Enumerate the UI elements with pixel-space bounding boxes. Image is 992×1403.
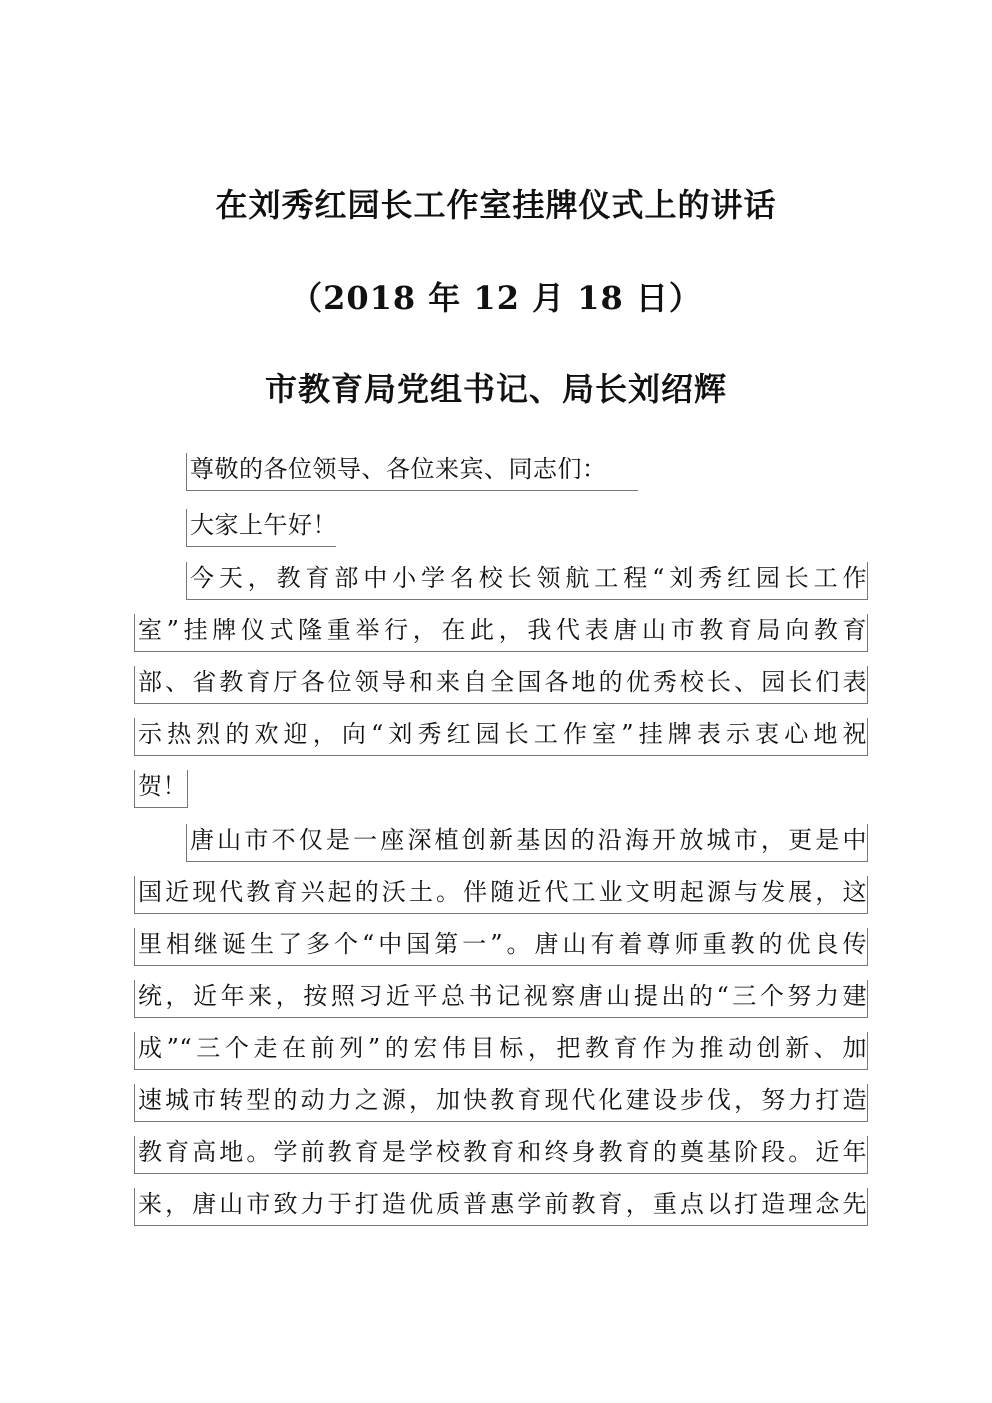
paragraph-line: 贺！ — [134, 770, 188, 808]
paragraph-line: 统，近年来，按照习近平总书记视察唐山提出的“三个努力建 — [134, 980, 868, 1018]
paragraph-line: 室”挂牌仪式隆重举行，在此，我代表唐山市教育局向教育 — [134, 614, 868, 652]
document-date: （2018 年 12 月 18 日） — [290, 279, 702, 317]
paragraph-line: 来，唐山市致力于打造优质普惠学前教育，重点以打造理念先 — [134, 1188, 868, 1226]
paragraph-line: 国近现代教育兴起的沃土。伴随近代工业文明起源与发展，这 — [134, 876, 868, 914]
paragraph-line: 教育高地。学前教育是学校教育和终身教育的奠基阶段。近年 — [134, 1136, 868, 1174]
paragraph-line: 部、省教育厅各位领导和来自全国各地的优秀校长、园长们表 — [134, 666, 868, 704]
paragraph-line: 唐山市不仅是一座深植创新基因的沿海开放城市，更是中 — [186, 824, 868, 862]
paragraph-line: 速城市转型的动力之源，加快教育现代化建设步伐，努力打造 — [134, 1084, 868, 1122]
salutation: 尊敬的各位领导、各位来宾、同志们： — [186, 453, 638, 491]
paragraph-line: 成”“三个走在前列”的宏伟目标，把教育作为推动创新、加 — [134, 1032, 868, 1070]
paragraph-line: 里相继诞生了多个“中国第一”。唐山有着尊师重教的优良传 — [134, 928, 868, 966]
document-title: 在刘秀红园长工作室挂牌仪式上的讲话 — [215, 186, 777, 224]
greeting: 大家上午好！ — [186, 509, 336, 547]
paragraph-line: 今天，教育部中小学名校长领航工程“刘秀红园长工作 — [186, 562, 868, 600]
paragraph-line: 示热烈的欢迎，向“刘秀红园长工作室”挂牌表示衷心地祝 — [134, 718, 868, 756]
document-speaker: 市教育局党组书记、局长刘绍辉 — [264, 370, 727, 408]
